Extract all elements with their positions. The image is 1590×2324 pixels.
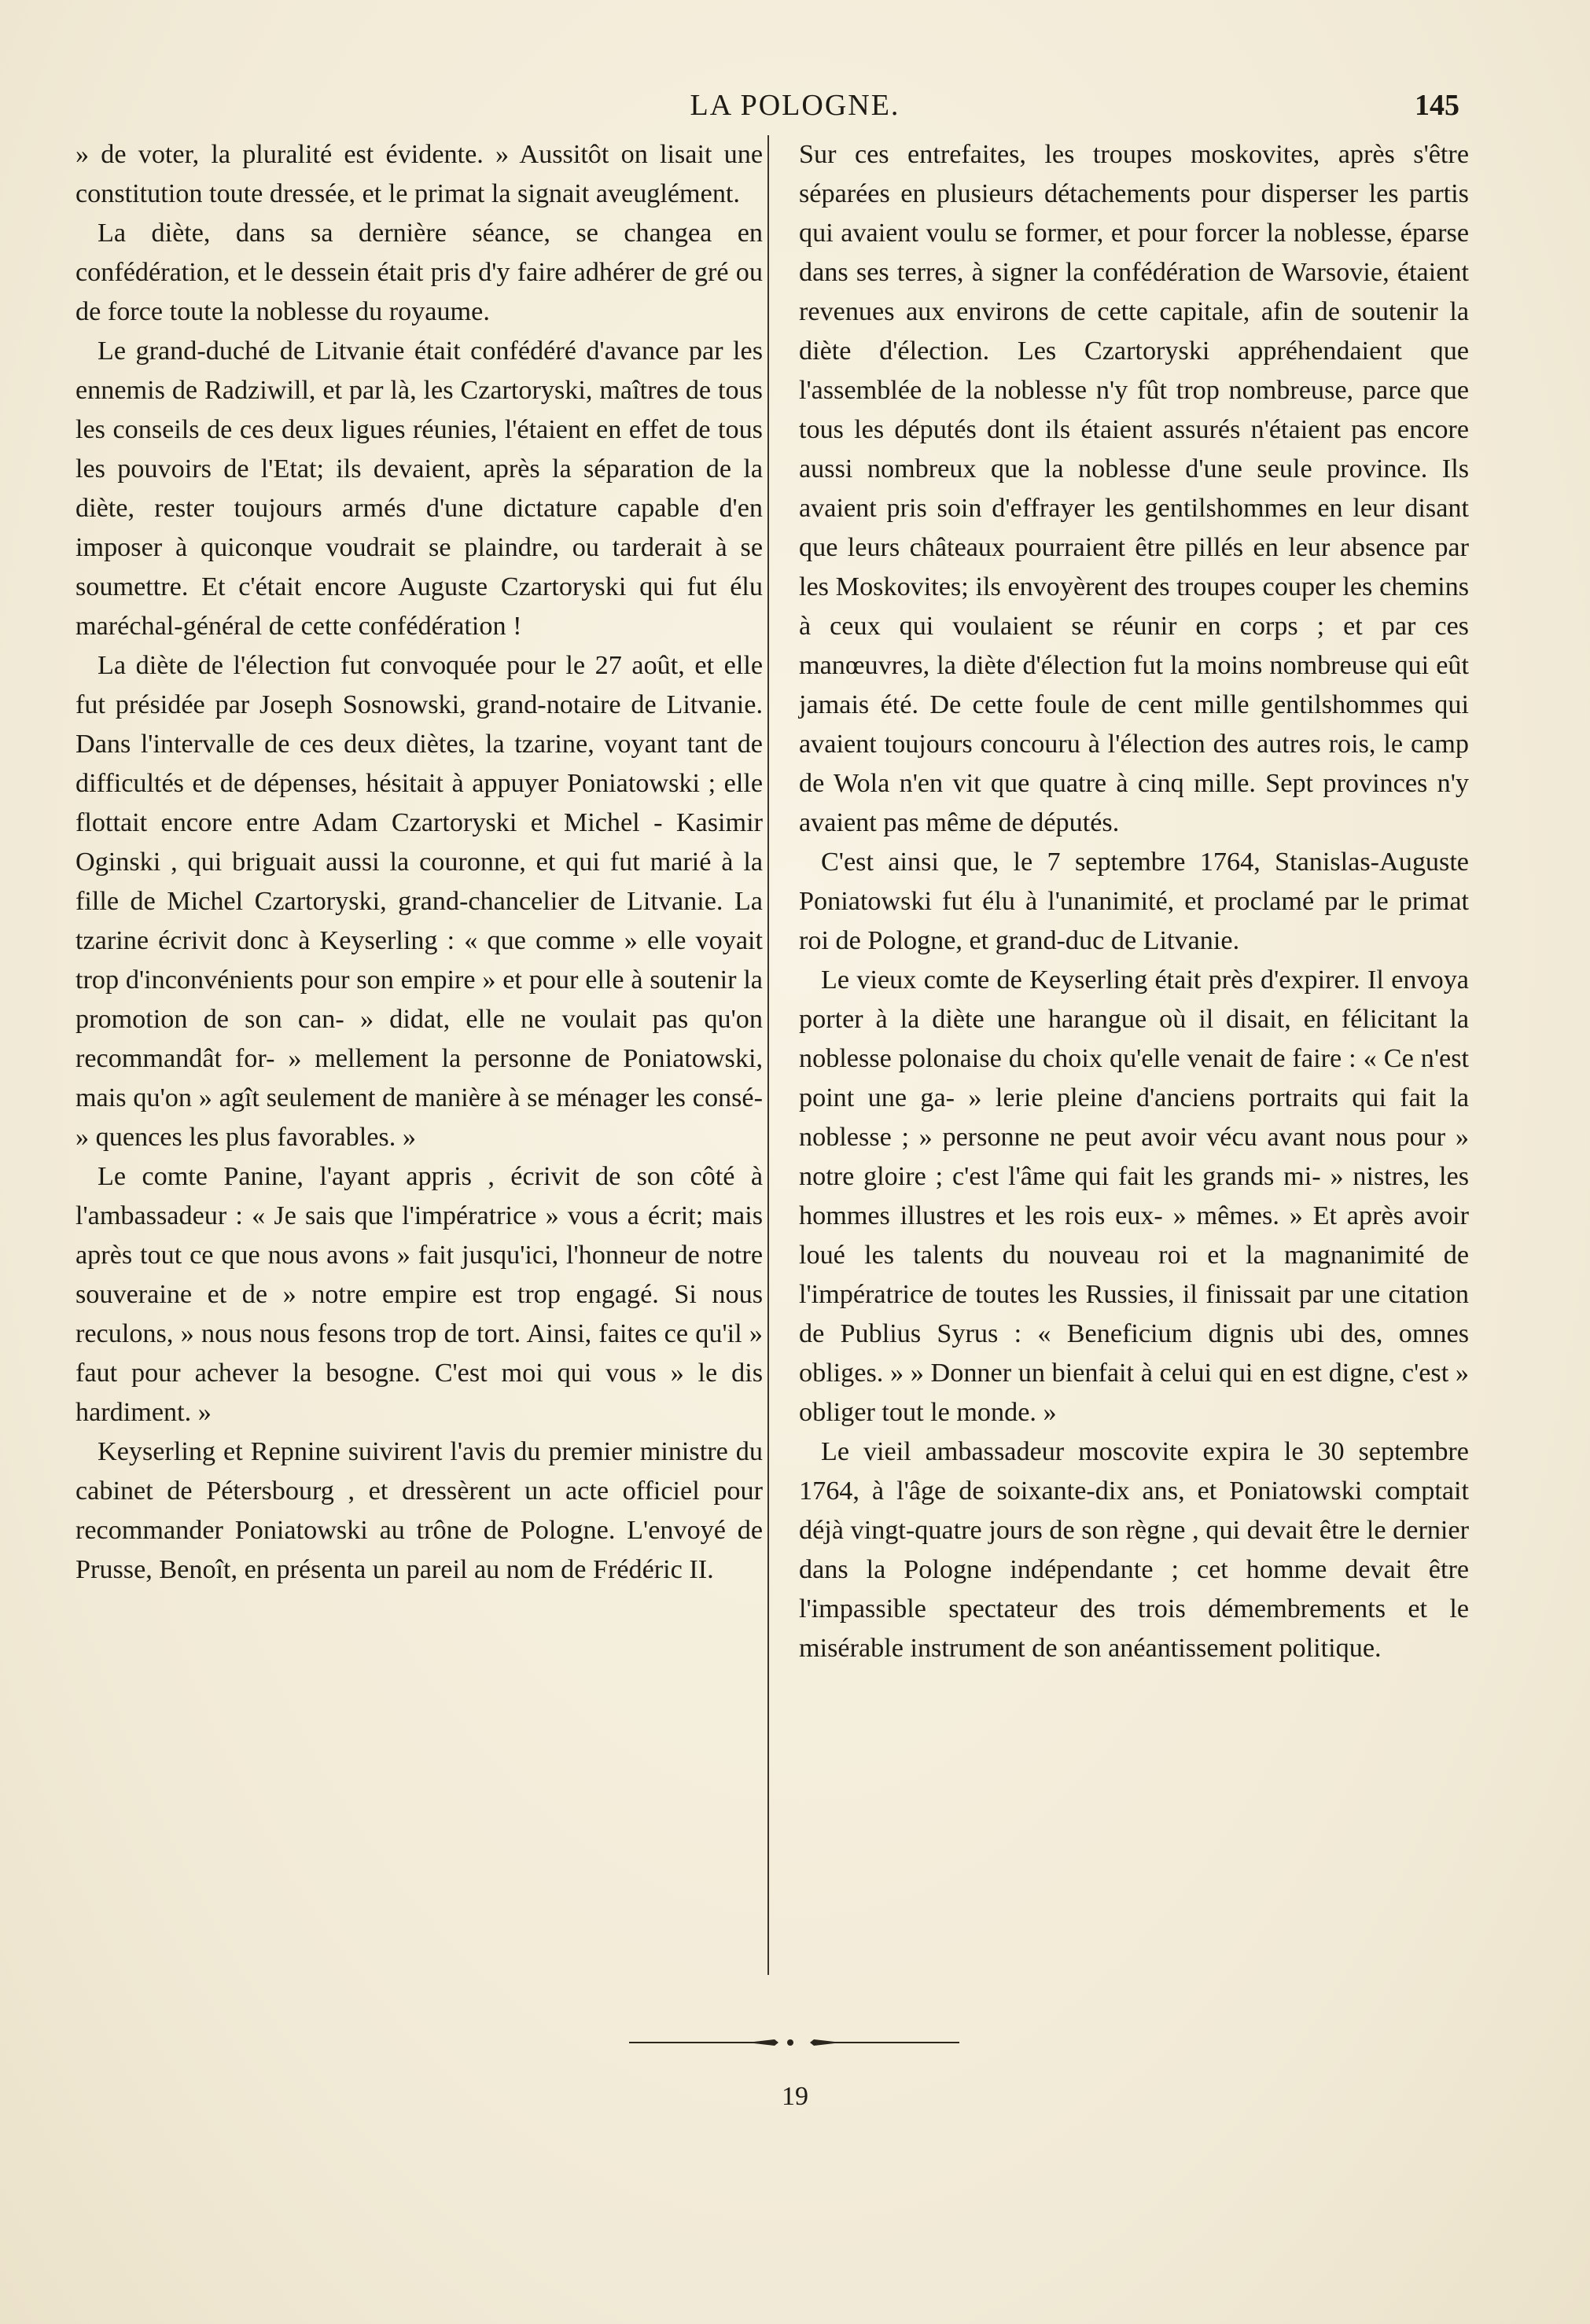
paragraph: » de voter, la pluralité est évidente. » Aussitôt on lisait une constitution toute dressée, et le primat la signait aveuglément.: [75, 140, 763, 208]
paragraph: C'est ainsi que, le 7 septembre 1764, Stanislas-Auguste Poniatowski fut élu à l'unanimité, et proclamé par le primat roi de Pologne, et grand-duc de Litvanie.: [799, 848, 1469, 955]
running-title: LA POLOGNE.: [690, 89, 900, 122]
paragraph: La diète, dans sa dernière séance, se changea en confédération, et le dessein était pris d'y faire adhérer de gré ou de force toute la noblesse du royaume.: [75, 219, 763, 326]
page-number: 145: [1415, 89, 1459, 122]
paragraph: Le vieux comte de Keyserling était près d'expirer. Il envoya porter à la diète une harangue où il disait, en félicitant la noblesse polonaise du choix qu'elle venait de faire : « Ce n'est point une ga- » lerie pleine d'anciens portraits qui fait la noblesse ; » personne ne peut avoir vécu avant nous pour » notre gloire ; c'est l'âme qui fait les grands mi- » nistres, les hommes illustres et les rois eux- » mêmes. » Et après avoir loué les talents du nouveau roi et la magnanimité de l'impératrice de toutes les Russies, il finissait par une citation de Publius Syrus : « Beneficium dignis ubi des, omnes obliges. » » Donner un bienfait à celui qui en est digne, c'est » obliger tout le monde. »: [799, 965, 1469, 1427]
paragraph: Keyserling et Repnine suivirent l'avis du premier ministre du cabinet de Pétersbourg , et dressèrent un acte officiel pour recommander Poniatowski au trône de Pologne. L'envoyé de Prusse, Benoît, en présenta un pareil au nom de Frédéric II.: [75, 1437, 763, 1584]
paragraph: Le comte Panine, l'ayant appris , écrivit de son côté à l'ambassadeur : « Je sais que l'impératrice » vous a écrit; mais après tout ce que nous avons » fait jusqu'ici, l'honneur de notre souveraine et de » notre empire est trop engagé. Si nous reculons, » nous nous fesons trop de tort. Ainsi, faites ce qu'il » faut pour achever la besogne. C'est moi qui vous » le dis hardiment. »: [75, 1162, 763, 1427]
signature-mark: 19: [782, 2082, 808, 2111]
paragraph: Sur ces entrefaites, les troupes moskovites, après s'être séparées en plusieurs détachements pour disperser les partis qui avaient voulu se former, et pour forcer la noblesse, éparse dans ses terres, à signer la confédération de Warsovie, étaient revenues aux environs de cette capitale, afin de soutenir la diète d'élection. Les Czartoryski appréhendaient que l'assemblée de la noblesse n'y fût trop nombreuse, parce que tous les députés dont ils étaient assurés n'étaient pas encore aussi nombreux que la noblesse d'une seule province. Ils avaient pris soin d'effrayer les gentilshommes en leur disant que leurs châteaux pourraient être pillés en leur absence par les Moskovites; ils envoyèrent des troupes couper les chemins à ceux qui voulaient se réunir en corps ; et par ces manœuvres, la diète d'élection fut la moins nombreuse qui eût jamais été. De cette foule de cent mille gentilshommes qui avaient toujours concouru à l'élection des autres rois, le camp de Wola n'en vit que quatre à cinq mille. Sept provinces n'y avaient pas même de députés.: [799, 140, 1469, 837]
paragraph: La diète de l'élection fut convoquée pour le 27 août, et elle fut présidée par Joseph Sosnowski, grand-notaire de Litvanie. Dans l'intervalle de ces deux diètes, la tzarine, voyant tant de difficultés et de dépenses, hésitait à appuyer Poniatowski ; elle flottait encore entre Adam Czartoryski et Michel - Kasimir Oginski , qui briguait aussi la couronne, et qui fut marié à la fille de Michel Czartoryski, grand-chancelier de Litvanie. La tzarine écrivit donc à Keyserling : « que comme » elle voyait trop d'inconvénients pour son empire » et pour elle à soutenir la promotion de son can- » didat, elle ne voulait pas qu'on recommandât for- » mellement la personne de Poniatowski, mais qu'on » agît seulement de manière à se ménager les consé- » quences les plus favorables. »: [75, 651, 763, 1152]
ornamental-divider: [629, 2035, 959, 2050]
paragraph: Le grand-duché de Litvanie était confédéré d'avance par les ennemis de Radziwill, et par là, les Czartoryski, maîtres de tous les conseils de ces deux ligues réunies, l'étaient en effet de tous les pouvoirs de l'Etat; ils devaient, après la séparation de la diète, rester toujours armés d'une dictature capable d'en imposer à quiconque voudrait se plaindre, ou tarderait à se soumettre. Et c'était encore Auguste Czartoryski qui fut élu maréchal-général de cette confédération !: [75, 336, 763, 641]
running-head: [0, 88, 1590, 135]
column-divider-rule: [767, 135, 769, 1975]
paragraph: Le vieil ambassadeur moscovite expira le 30 septembre 1764, à l'âge de soixante-dix ans, et Poniatowski comptait déjà vingt-quatre jours de son règne , qui devait être le dernier dans la Pologne indépendante ; cet homme devait être l'impassible spectateur des trois démembrements et le misérable instrument de son anéantissement politique.: [799, 1437, 1469, 1663]
right-column: [799, 135, 1469, 1668]
left-column: [75, 135, 763, 1590]
